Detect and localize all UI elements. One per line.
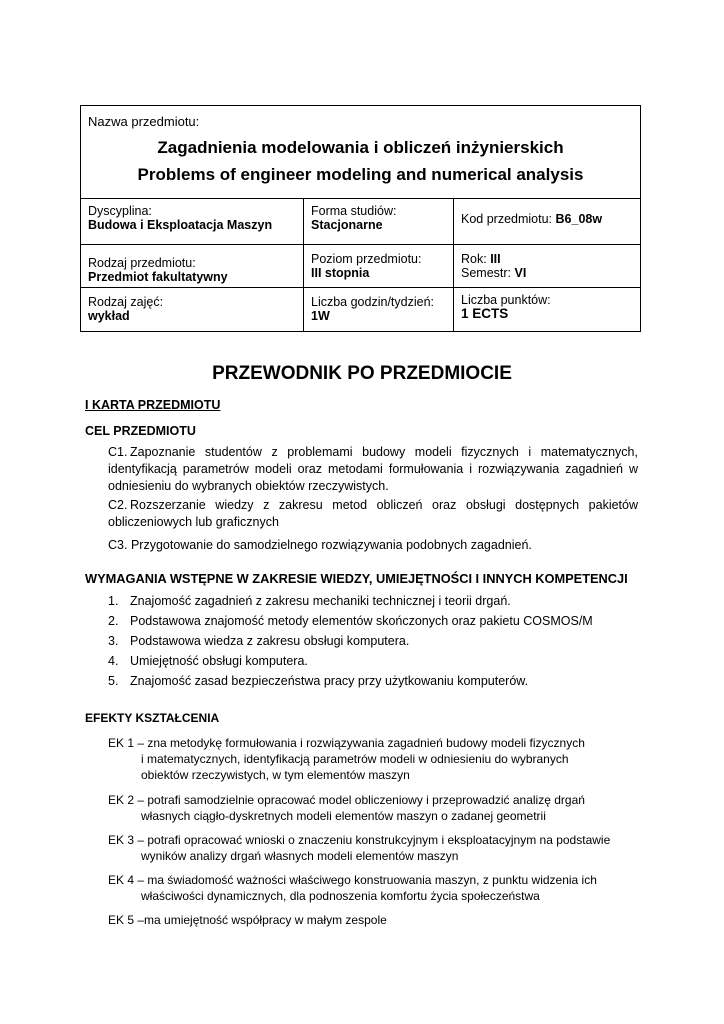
- subject-level-label: Poziom przedmiotu:: [311, 252, 422, 266]
- efekt-line: EK 2 – potrafi samodzielnie opracować model obliczeniowy i przeprowadzić analizę drgań: [108, 793, 585, 807]
- efekt-line: własnych ciągło-dyskretnych modeli elementów maszyn o zadanej geometrii: [141, 809, 546, 823]
- efekt-line: obiektów rzeczywistych, w tym elementów maszyn: [141, 768, 410, 782]
- semester-label: Semestr:: [461, 266, 512, 280]
- efekt-line: EK 3 – potrafi opracować wnioski o znaczeniu konstrukcyjnym i eksploatacyjnym na podstawie: [108, 833, 611, 847]
- efekt-line: właściwości dynamicznych, dla podnoszenia komfortu życia społeczeństwa: [141, 889, 540, 903]
- cel-item-1: [108, 444, 638, 495]
- cel-item-3: [108, 537, 638, 554]
- discipline-cell: [81, 199, 304, 244]
- ects-cell: [454, 288, 640, 331]
- ects-value: 1 ECTS: [461, 306, 509, 321]
- subject-type-cell: [81, 245, 304, 287]
- wymagania-num: 4.: [108, 654, 119, 668]
- class-type-value: wykład: [88, 309, 130, 323]
- hours-value: 1W: [311, 309, 330, 323]
- efekt-line: EK 5 –ma umiejętność współpracy w małym zespole: [108, 913, 387, 927]
- subject-code-label: Kod przedmiotu:: [461, 212, 553, 226]
- header-row: [81, 288, 640, 331]
- header-row: [81, 199, 640, 245]
- discipline-label: Dyscyplina:: [88, 204, 152, 218]
- subject-code-cell: [454, 199, 640, 244]
- wymagania-item: Znajomość zasad bezpieczeństwa pracy przy użytkowaniu komputerów.: [130, 674, 529, 688]
- subject-title-cell: [81, 106, 640, 199]
- ects-label: Liczba punktów:: [461, 293, 551, 307]
- subject-label: Nazwa przedmiotu:: [88, 114, 200, 129]
- cel-code: C2.: [108, 498, 128, 512]
- year-value: III: [490, 252, 501, 266]
- semester-value: VI: [514, 266, 527, 280]
- class-type-cell: [81, 288, 304, 331]
- subject-type-label: Rodzaj przedmiotu:: [88, 256, 196, 270]
- karta-heading: I KARTA PRZEDMIOTU: [85, 398, 221, 412]
- subject-code-value: B6_08w: [555, 212, 603, 226]
- cel-item-text: Przygotowanie do samodzielnego rozwiązywania podobnych zagadnień.: [130, 538, 532, 552]
- study-form-value: Stacjonarne: [311, 218, 383, 232]
- subject-type-value: Przedmiot fakultatywny: [88, 270, 228, 284]
- cel-item-2: [108, 497, 638, 531]
- subject-header-table: [80, 105, 641, 332]
- wymagania-num: 1.: [108, 594, 119, 608]
- hours-cell: [304, 288, 454, 331]
- cel-code: C3.: [108, 538, 128, 552]
- class-type-label: Rodzaj zajęć:: [88, 295, 164, 309]
- wymagania-item: Znajomość zagadnień z zakresu mechaniki technicznej i teorii drgań.: [130, 594, 511, 608]
- wymagania-item: Podstawowa wiedza z zakresu obsługi komputera.: [130, 634, 410, 648]
- study-form-cell: [304, 199, 454, 244]
- year-semester-cell: [454, 245, 640, 287]
- header-row: [81, 245, 640, 288]
- efekt-line: EK 1 – zna metodykę formułowania i rozwiązywania zagadnień budowy modeli fizycznych: [108, 736, 585, 750]
- efekt-line: i matematycznych, identyfikacją parametrów modeli w odniesieniu do wybranych: [141, 752, 569, 766]
- wymagania-heading: WYMAGANIA WSTĘPNE W ZAKRESIE WIEDZY, UMIEJĘTNOŚCI I INNYCH KOMPETENCJI: [85, 571, 628, 586]
- subject-title-pl: Zagadnienia modelowania i obliczeń inżynierskich: [157, 138, 564, 157]
- wymagania-num: 3.: [108, 634, 119, 648]
- cel-item-text: Zapoznanie studentów z problemami budowy modeli fizycznych i matematycznych, identyfikacją parametrów modeli oraz metodami formułowania i rozwiązywania zagadnień w odniesieniu do wybranych obiektów rzeczywistych.: [108, 445, 638, 493]
- wymagania-item: Podstawowa znajomość metody elementów skończonych oraz pakietu COSMOS/M: [130, 614, 593, 628]
- wymagania-num: 5.: [108, 674, 119, 688]
- efekty-heading: EFEKTY KSZTAŁCENIA: [85, 711, 220, 725]
- efekt-line: wyników analizy drgań własnych modeli elementów maszyn: [141, 849, 459, 863]
- study-form-label: Forma studiów:: [311, 204, 397, 218]
- cel-item-text: Rozszerzanie wiedzy z zakresu metod obliczeń oraz obsługi dostępnych pakietów obliczeniowych lub graficznych: [108, 498, 638, 529]
- subject-level-value: III stopnia: [311, 266, 370, 280]
- subject-level-cell: [304, 245, 454, 287]
- wymagania-item: Umiejętność obsługi komputera.: [130, 654, 308, 668]
- efekt-line: EK 4 – ma świadomość ważności właściwego konstruowania maszyn, z punktu widzenia ich: [108, 873, 597, 887]
- hours-label: Liczba godzin/tydzień:: [311, 295, 434, 309]
- cel-code: C1.: [108, 445, 128, 459]
- year-label: Rok:: [461, 252, 487, 266]
- wymagania-num: 2.: [108, 614, 119, 628]
- discipline-value: Budowa i Eksploatacja Maszyn: [88, 218, 273, 232]
- guide-title: PRZEWODNIK PO PRZEDMIOCIE: [212, 363, 512, 384]
- cel-heading: CEL PRZEDMIOTU: [85, 424, 196, 438]
- subject-title-en: Problems of engineer modeling and numerical analysis: [137, 165, 584, 184]
